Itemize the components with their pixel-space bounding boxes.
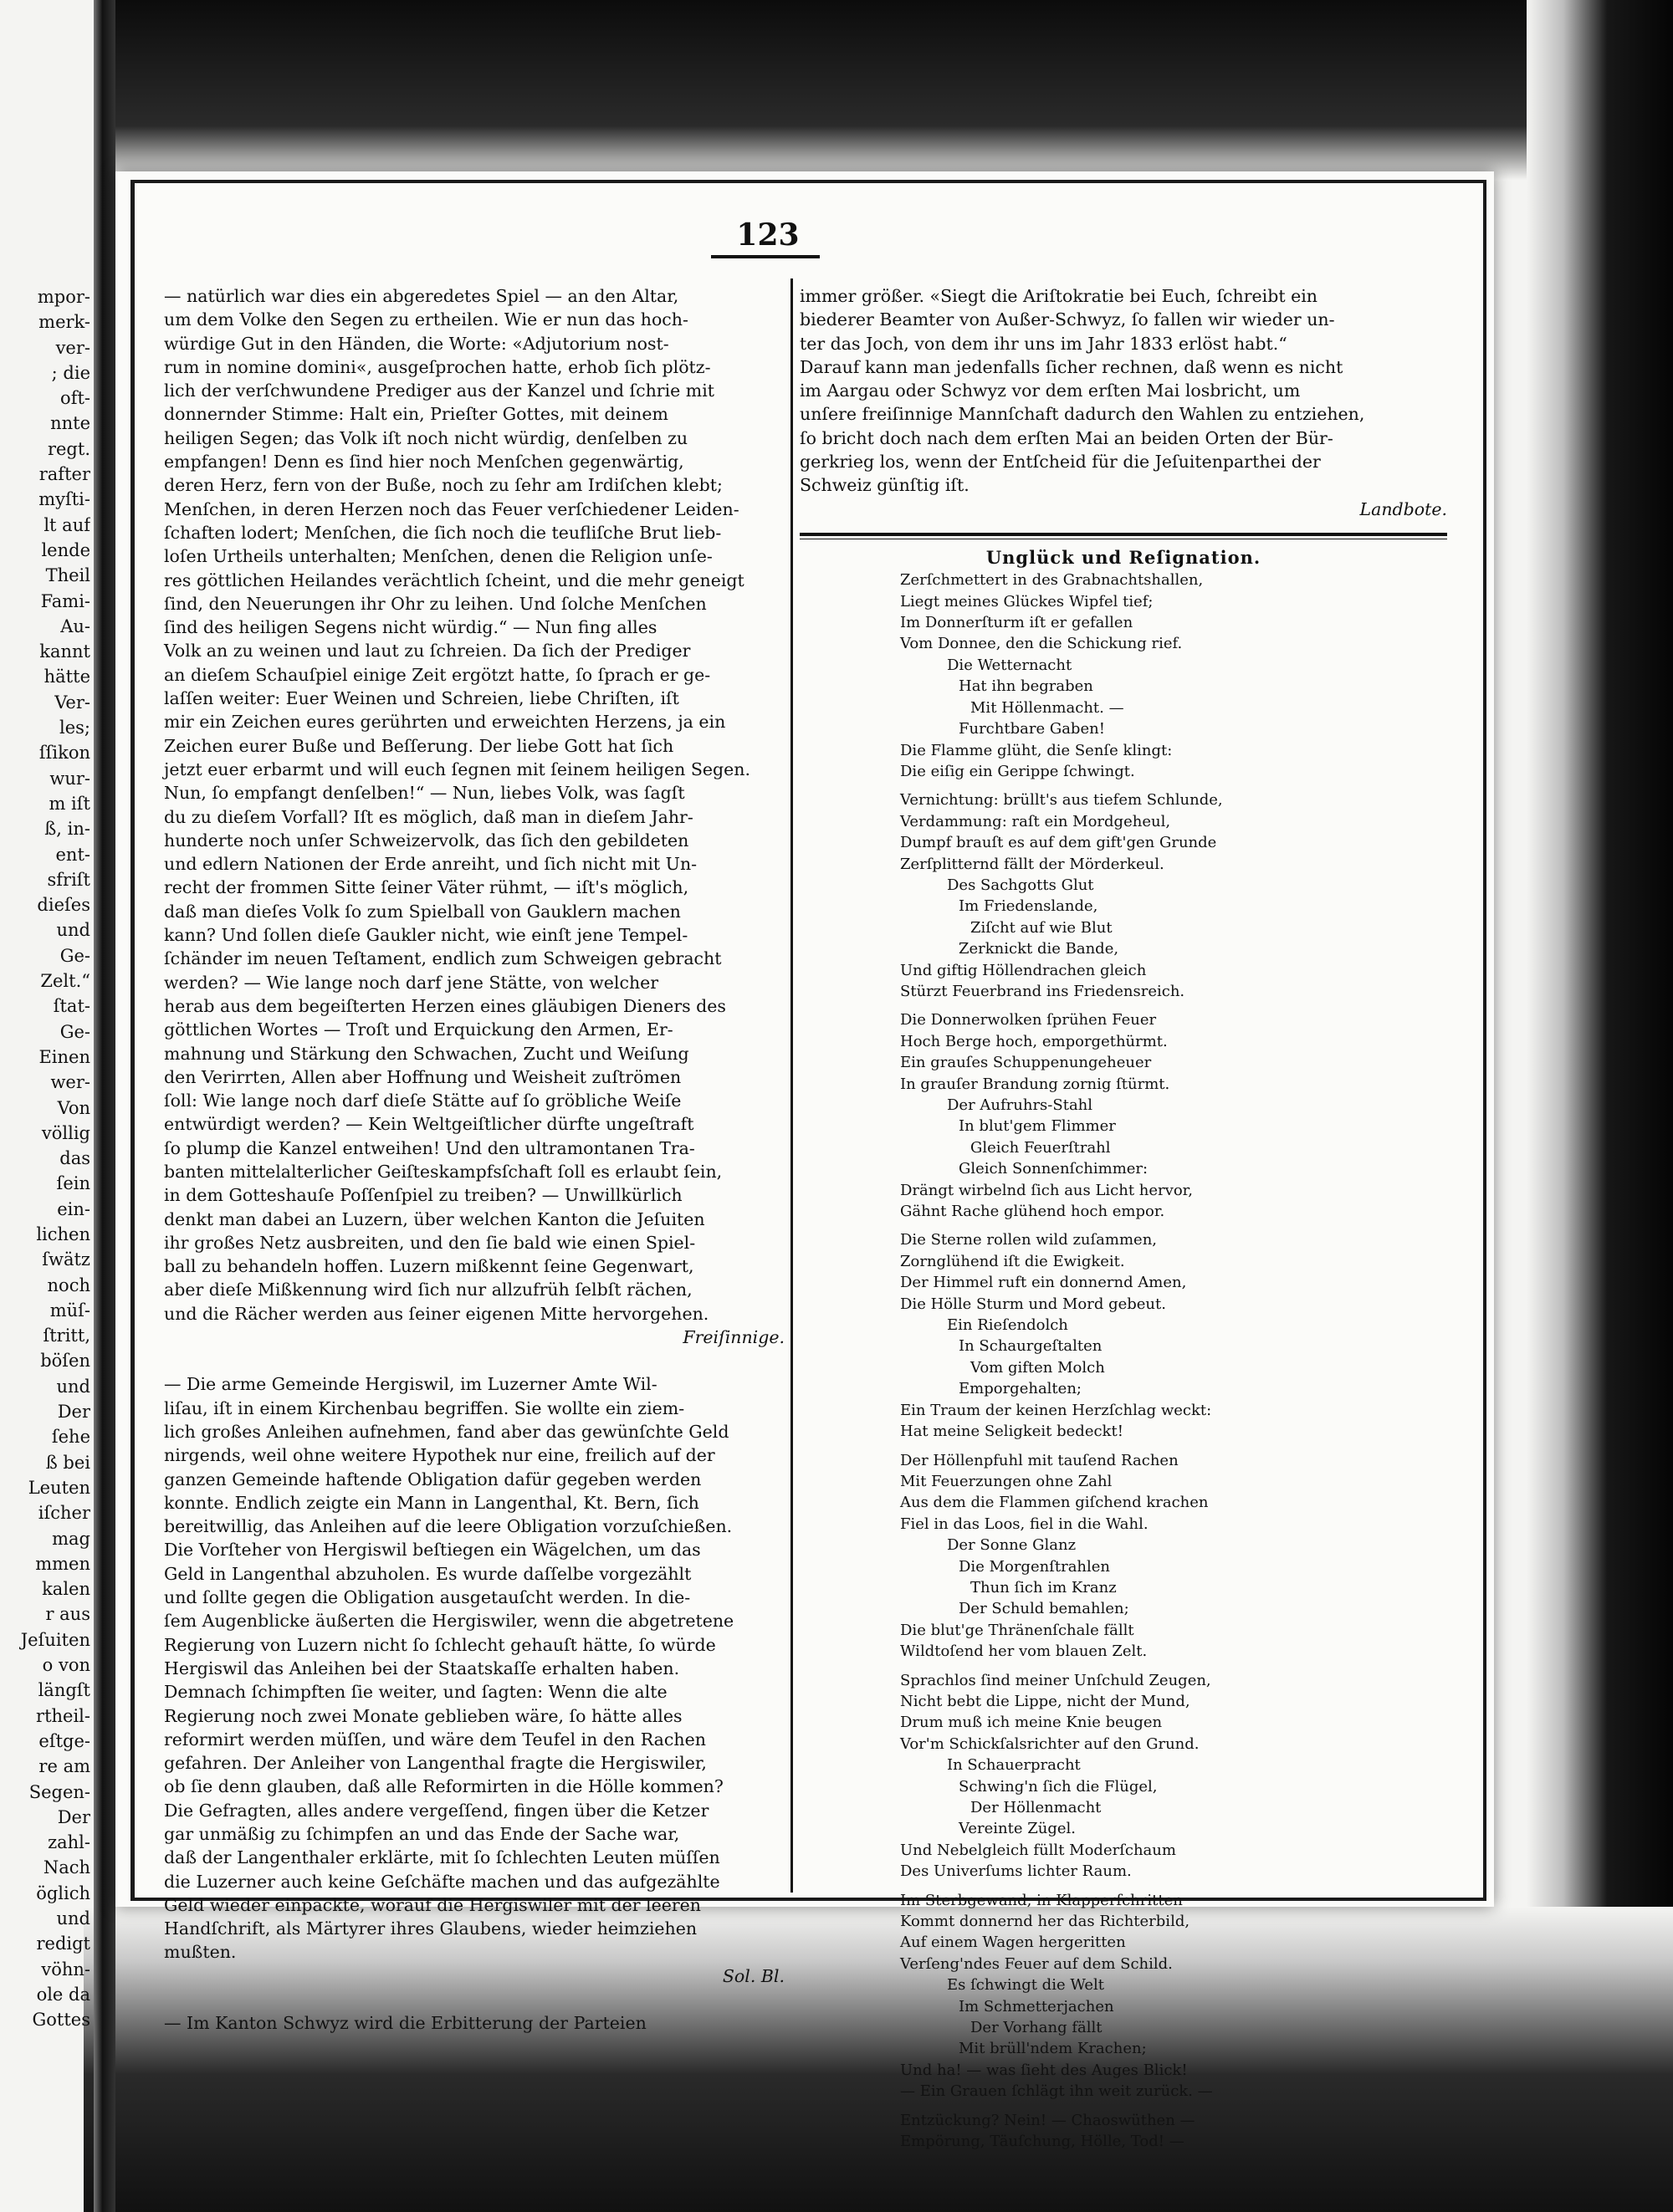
text-line: Die Vorſteher von Hergiswil beſtiegen ein Wägelchen, um das <box>164 1540 701 1561</box>
left-page-fragment: mpor- <box>37 287 90 307</box>
left-page-fragment: Ge- <box>59 945 90 966</box>
left-page-fragment: mag <box>52 1528 90 1549</box>
poem-line: Vom giften Molch <box>970 1358 1105 1377</box>
poem-line: Die blut'ge Thränenſchale fällt <box>900 1621 1134 1639</box>
left-page-fragment: zahl- <box>48 1832 90 1853</box>
text-line: ihr großes Netz ausbreiten, und den ſie bald wie einen Spiel- <box>164 1232 696 1253</box>
poem-line: Der Himmel ruft ein donnernd Amen, <box>900 1274 1187 1292</box>
text-line: gerkrieg los, wenn der Entſcheid für die Jeſuitenparthei der <box>800 452 1321 473</box>
poem-line: Ziſcht auf wie Blut <box>970 918 1113 937</box>
text-line: Geld in Langenthal abzuholen. Es wurde daſſelbe vorgezählt <box>164 1563 692 1584</box>
poem-line: Des Univerſums lichter Raum. <box>900 1862 1132 1881</box>
left-page-fragment: Einen <box>38 1046 90 1067</box>
left-page-fragment: iſcher <box>38 1503 90 1524</box>
poem-line: Ein Rieſendolch <box>947 1316 1068 1335</box>
text-line: du zu dieſem Vorfall? Iſt es möglich, daß man in dieſem Jahr- <box>164 806 693 827</box>
left-page-fragment: ſehe <box>51 1427 90 1448</box>
text-line: denkt man dabei an Luzern, über welchen Kanton die Jeſuiten <box>164 1208 705 1229</box>
poem-line: Der Höllenpfuhl mit tauſend Rachen <box>900 1451 1179 1469</box>
left-page-fragment: Gottes <box>32 2010 90 2031</box>
poem-line: Und ha! — was ſieht des Auges Blick! <box>900 2061 1188 2079</box>
text-line: deren Herz, fern von der Buße, noch zu ſehr am Irdiſchen klebt; <box>164 475 723 496</box>
scan-shadow-top <box>100 0 1673 180</box>
left-page-fragment: Fami- <box>40 590 90 611</box>
left-page-fragment: eſtge- <box>38 1730 90 1751</box>
poem-stanza <box>900 1450 1447 1663</box>
text-line: lich der verſchwundene Prediger aus der Kanzel und ſchrie mit <box>164 381 715 401</box>
poem-line: Im Schmetterjachen <box>959 1997 1114 2015</box>
text-line: — Im Kanton Schwyz wird die Erbitterung der Parteien <box>164 2013 647 2034</box>
left-page-fragment: wur- <box>49 768 90 789</box>
text-line: Die Gefragten, alles andere vergeſſend, fingen über die Ketzer <box>164 1800 709 1821</box>
left-page-fragment: les; <box>59 718 90 738</box>
newspaper-page <box>115 171 1494 2151</box>
text-line: die Luzerner auch keine Geſchäfte machen und das aufgezählte <box>164 1871 720 1892</box>
poem-line: Die eiſig ein Gerippe ſchwingt. <box>900 762 1135 780</box>
text-line: recht der frommen Sitte ſeiner Väter rühmt, — iſt's möglich, <box>164 877 689 898</box>
source-freisinnige: Freiſinnige. <box>683 1327 785 1348</box>
left-page-fragment: ole da <box>36 1984 90 2005</box>
left-page-fragment: lichen <box>36 1223 90 1244</box>
poem-line: Emporgehalten; <box>959 1380 1082 1398</box>
left-page-fragment: das <box>59 1148 90 1169</box>
left-page-fragment: lende <box>41 539 90 560</box>
left-page-fragment: und <box>56 920 90 941</box>
poem-line: Entzückung? Nein! — Chaoswüthen — <box>900 2111 1195 2129</box>
left-page-fragment: sfriſt <box>47 869 90 890</box>
text-line: heiligen Segen; das Volk iſt noch nicht würdig, denſelben zu <box>164 427 688 448</box>
left-page-fragment: Ge- <box>59 1021 90 1042</box>
poem-line: Verdammung: raſt ein Mordgeheul, <box>900 812 1171 830</box>
poem-line: Hat ihn begraben <box>959 677 1093 696</box>
column-divider <box>790 278 793 1893</box>
poem-line: Und giftig Höllendrachen gleich <box>900 961 1147 979</box>
text-line: — natürlich war dies ein abgeredetes Spiel — an den Altar, <box>164 286 679 306</box>
poem <box>900 570 1447 2152</box>
poem-line: Gleich Feuerſtrahl <box>970 1138 1111 1157</box>
text-line: reformirt werden müſſen, und wäre dem Teufel in den Rachen <box>164 1729 706 1750</box>
left-page-fragment: und <box>56 1908 90 1928</box>
text-line: bereitwillig, das Anleihen auf die leere Obligation vorzuſchießen. <box>164 1516 733 1537</box>
source-landbote: Landbote. <box>1359 498 1447 519</box>
text-line: daß der Langenthaler erklärte, mit ſo ſchlechten Leuten müſſen <box>164 1847 720 1868</box>
left-page-fragment: ver- <box>55 337 90 358</box>
text-line: ganzen Gemeinde haftende Obligation dafür gegeben werden <box>164 1469 702 1489</box>
text-line: entwürdigt werden? — Kein Weltgeiſtlicher dürfte ungeſtraft <box>164 1114 694 1135</box>
poem-line: Der Aufruhrs-Stahl <box>947 1096 1093 1115</box>
left-page-fragment: nnte <box>50 413 90 434</box>
poem-line: Der Sonne Glanz <box>947 1536 1077 1555</box>
left-page-fragment: regt. <box>47 438 90 459</box>
poem-line: Hat meine Seligkeit bedeckt! <box>900 1423 1123 1441</box>
poem-line: Die Donnerwolken ſprühen Feuer <box>900 1011 1157 1029</box>
left-page-fragment: Nach <box>43 1857 90 1878</box>
poem-line: Im Donnerſturm iſt er gefallen <box>900 614 1133 632</box>
poem-line: Wildtoſend her vom blauen Zelt. <box>900 1642 1148 1661</box>
article-hergiswil <box>164 1372 785 1964</box>
text-line: rum in nomine domini«, ausgeſprochen hatte, erhob ſich plötz- <box>164 356 711 377</box>
text-line: gefahren. Der Anleiher von Langenthal fragte die Hergiswiler, <box>164 1753 707 1774</box>
left-page-fragment: re am <box>38 1756 90 1777</box>
left-page-fragment: ß bei <box>45 1452 90 1473</box>
poem-line: Die Hölle Sturm und Mord gebeut. <box>900 1295 1166 1313</box>
text-line: ter das Joch, von dem ihr uns im Jahr 1833 erlöst habt.“ <box>800 333 1287 354</box>
text-line: an dieſem Schauſpiel einige Zeit ergötzt hatte, ſo ſprach er ge- <box>164 664 711 685</box>
poem-stanza <box>900 570 1447 782</box>
left-page-fragment: dieſes <box>37 895 90 916</box>
poem-line: Liegt meines Glückes Wipfel tief; <box>900 592 1154 610</box>
text-line: daß man dieſes Volk ſo zum Spielball von Gauklern machen <box>164 901 681 922</box>
left-page-fragment: ein- <box>57 1198 90 1219</box>
left-page-fragment: ; die <box>51 362 90 383</box>
article-jesuit-spectacle <box>164 284 785 1326</box>
poem-line: Ein grauſes Schuppenungeheuer <box>900 1054 1152 1072</box>
text-line: hunderte noch unſer Schweizervolk, das ſich den gebildeten <box>164 830 689 851</box>
text-line: Zeichen eurer Buße und Beſſerung. Der liebe Gott hat ſich <box>164 735 674 756</box>
poem-line: Furchtbare Gaben! <box>959 720 1105 738</box>
left-page-fragment: längſt <box>38 1680 90 1701</box>
left-page-fragment: Leuten <box>28 1477 90 1498</box>
text-line: Darauf kann man jedenfalls ſicher rechnen, daß wenn es nicht <box>800 356 1343 377</box>
text-line: konnte. Endlich zeigte ein Mann in Langenthal, Kt. Bern, ſich <box>164 1492 699 1513</box>
poem-line: Im Sterbgewand, in Klapperſchritten <box>900 1891 1183 1909</box>
poem-line: In Schauerpracht <box>947 1756 1081 1775</box>
text-line: Handſchrift, als Märtyrer ihres Glaubens, wieder heimziehen <box>164 1918 698 1939</box>
left-page-fragment: Zelt.“ <box>40 971 90 992</box>
text-line: ſind des heiligen Segens nicht würdig.“ — Nun fing alles <box>164 617 657 638</box>
poem-line: Mit Höllenmacht. — <box>970 698 1124 717</box>
poem-line: Vereinte Zügel. <box>959 1820 1076 1838</box>
poem-stanza <box>900 789 1447 1002</box>
poem-stanza <box>900 1670 1447 1882</box>
right-column <box>800 284 1447 2160</box>
poem-line: Kommt donnernd her das Richterbild, <box>900 1913 1190 1931</box>
left-page-fragment: rafter <box>38 464 90 485</box>
poem-line: Die Wetternacht <box>947 656 1072 674</box>
text-line: gar unmäßig zu ſchimpfen an und das Ende der Sache war, <box>164 1824 680 1844</box>
left-page-fragment: böſen <box>40 1351 90 1372</box>
poem-line: Der Höllenmacht <box>970 1799 1102 1817</box>
poem-line: Zerknickt die Bande, <box>959 940 1119 958</box>
poem-line: Thun ſich im Kranz <box>970 1578 1117 1596</box>
poem-stanza <box>900 1009 1447 1222</box>
left-page-fragment: lt auf <box>43 514 90 535</box>
poem-line: Die Flamme glüht, die Senſe klingt: <box>900 741 1173 759</box>
text-line: empfangen! Denn es ſind hier noch Menſchen gegenwärtig, <box>164 452 684 473</box>
left-page-fragment: myſti- <box>38 489 90 510</box>
left-page-fragment: müſ- <box>49 1300 90 1321</box>
text-line: loſen Urtheils unterhalten; Menſchen, denen die Religion unſe- <box>164 546 713 567</box>
left-page-fragment: kannt <box>39 641 90 662</box>
text-line: ſchänder im neuen Teſtament, endlich zum Schweigen gebracht <box>164 948 722 969</box>
poem-line: Dumpf brauſt es auf dem gift'gen Grunde <box>900 834 1217 852</box>
text-line: — Die arme Gemeinde Hergiswil, im Luzerner Amte Wil- <box>164 1374 657 1395</box>
text-line: banten mittelalterlicher Geiſteskampfsſchaft ſoll es erlaubt ſein, <box>164 1161 723 1182</box>
text-line: ſoll: Wie lange noch darf dieſe Stätte auf ſo gröbliche Weiſe <box>164 1091 682 1111</box>
left-page-fragment: Von <box>57 1097 90 1118</box>
text-line: Demnach ſchimpften ſie weiter, und ſagten: Wenn die alte <box>164 1682 668 1703</box>
poem-line: Hoch Berge hoch, emporgethürmt. <box>900 1032 1168 1050</box>
article-schwyz-continued <box>800 284 1447 498</box>
poem-line: Aus dem die Flammen giſchend krachen <box>900 1494 1209 1512</box>
left-page-fragment: rtheil- <box>36 1705 90 1726</box>
text-line: lich großes Anleihen aufnehmen, fand aber das gewünſchte Geld <box>164 1421 729 1442</box>
text-line: ball zu behandeln hoffen. Luzern mißkennt ſeine Gegenwart, <box>164 1256 694 1277</box>
text-line: Nun, ſo empfangt denſelben!“ — Nun, liebes Volk, was ſagſt <box>164 783 685 804</box>
poem-line: Gähnt Rache glühend hoch empor. <box>900 1203 1165 1221</box>
text-line: Hergiswil das Anleihen bei der Staatskaſſe erhalten haben. <box>164 1658 680 1678</box>
poem-line: — Ein Grauen ſchlägt ihn weit zurück. — <box>900 2082 1213 2101</box>
page-number-rule <box>711 255 820 258</box>
text-line: Schweiz günſtig iſt. <box>800 475 970 496</box>
text-line: göttlichen Wortes — Troſt und Erquickung den Armen, Er- <box>164 1019 673 1040</box>
left-page-fragment: ſſikon <box>38 743 90 764</box>
page-number: 123 <box>736 217 800 253</box>
poem-line: In Schaurgeſtalten <box>959 1337 1103 1356</box>
text-line: und ſollte gegen die Obligation ausgetauſcht werden. In die- <box>164 1587 691 1608</box>
poem-line: Nicht bebt die Lippe, nicht der Mund, <box>900 1692 1190 1710</box>
text-line: laſſen weiter: Euer Weinen und Schreien, liebe Chriſten, iſt <box>164 688 679 709</box>
left-page-fragment: völlig <box>41 1122 90 1143</box>
article-schwyz-start <box>164 2011 785 2035</box>
text-line: unſere freiſinnige Mannſchaft dadurch den Wahlen zu entziehen, <box>800 404 1365 425</box>
text-line: mahnung und Stärkung den Schwachen, Zucht und Weiſung <box>164 1043 689 1064</box>
poem-line: Der Schuld bemahlen; <box>959 1600 1129 1618</box>
text-line: mußten. <box>164 1942 237 1963</box>
text-line: Volk an zu weinen und laut zu ſchreien. Da ſich der Prediger <box>164 641 691 662</box>
text-line: im Aargau oder Schwyz vor dem erſten Mai losbricht, um <box>800 381 1301 401</box>
left-page-fragment: und <box>56 1376 90 1397</box>
text-line: herab aus dem begeiſterten Herzen eines gläubigen Dieners des <box>164 995 726 1016</box>
left-page-fragment: Jeſuiten <box>20 1629 90 1650</box>
text-line: biederer Beamter von Außer-Schwyz, ſo fallen wir wieder un- <box>800 309 1335 330</box>
left-page-fragment: ſtritt, <box>43 1326 90 1346</box>
text-line: ſem Augenblicke äußerten die Hergiswiler, wenn die abgetretene <box>164 1611 734 1632</box>
left-page-fragment: öglich <box>36 1882 90 1903</box>
poem-line: Und Nebelgleich füllt Moderſchaum <box>900 1841 1176 1859</box>
text-line: Menſchen, in deren Herzen noch das Feuer verſchiedener Leiden- <box>164 498 739 519</box>
text-line: immer größer. «Siegt die Ariſtokratie bei Euch, ſchreibt ein <box>800 286 1317 306</box>
left-page-fragments <box>0 284 90 2032</box>
poem-line: Drängt wirbelnd ſich aus Licht hervor, <box>900 1181 1194 1199</box>
source-sol-bl: Sol. Bl. <box>722 1965 785 1986</box>
poem-stanza <box>900 1890 1447 2102</box>
poem-line: Die Morgenſtrahlen <box>959 1557 1111 1576</box>
left-page-fragment: hätte <box>43 667 90 687</box>
poem-line: In grauſer Brandung zornig ſtürmt. <box>900 1075 1170 1093</box>
poem-line: Des Sachgotts Glut <box>947 876 1094 894</box>
left-page-fragment: noch <box>47 1275 90 1295</box>
poem-line: Verſeng'ndes Feuer auf dem Schild. <box>900 1954 1173 1973</box>
poem-line: Drum muß ich meine Knie beugen <box>900 1714 1163 1732</box>
poem-line: Mit brüll'ndem Krachen; <box>959 2040 1147 2058</box>
poem-line: Zerſchmettert in des Grabnachtshallen, <box>900 571 1204 590</box>
left-page-fragment: r aus <box>45 1604 90 1625</box>
book-gutter <box>94 0 115 2212</box>
text-line: werden? — Wie lange noch darf jene Stätte, von welcher <box>164 972 659 993</box>
left-page-fragment: ent- <box>55 844 90 865</box>
text-line: den Verirrten, Allen aber Hoffnung und Weisheit zuſtrömen <box>164 1066 682 1087</box>
text-line: ſchaften lodert; Menſchen, die ſich noch die teufliſche Brut lieb- <box>164 522 722 543</box>
poem-line: Vom Donnee, den die Schickung rief. <box>900 635 1183 653</box>
poem-line: Es ſchwingt die Welt <box>947 1976 1104 1995</box>
poem-line: Fiel in das Loos, fiel in die Wahl. <box>900 1515 1149 1533</box>
poem-line: Die Sterne rollen wild zuſammen, <box>900 1231 1158 1249</box>
text-line: res göttlichen Heilandes verächtlich ſcheint, und die mehr geneigt <box>164 570 744 590</box>
text-line: donnernder Stimme: Halt ein, Prieſter Gottes, mit deinem <box>164 404 668 425</box>
text-line: Regierung von Luzern nicht ſo ſchlecht gehauſt hätte, ſo würde <box>164 1634 716 1655</box>
text-line: ſind, den Neuerungen ihr Ohr zu leihen. Und ſolche Menſchen <box>164 593 707 614</box>
poem-line: In blut'gem Flimmer <box>959 1117 1116 1136</box>
left-page-fragment: Theil <box>45 565 90 586</box>
text-line: ſo plump die Kanzel entweihen! Und den ultramontanen Tra- <box>164 1137 695 1158</box>
left-page-fragment: ſein <box>56 1173 90 1194</box>
section-rule <box>800 533 1447 539</box>
left-page-fragment: ſwätz <box>42 1249 90 1270</box>
left-page-fragment: Der <box>57 1806 90 1827</box>
text-line: ob ſie denn glauben, daß alle Reformirten in die Hölle kommen? <box>164 1776 724 1797</box>
text-line: um dem Volke den Segen zu ertheilen. Wie er nun das hoch- <box>164 309 688 330</box>
poem-line: Empörung, Täuſchung, Hölle, Tod! — <box>900 2133 1184 2151</box>
poem-stanza <box>900 2110 1447 2153</box>
left-page-fragment: redigt <box>36 1934 90 1954</box>
text-line: aber dieſe Mißkennung wird ſich nur allzufrüh ſelbſt rächen, <box>164 1280 693 1300</box>
left-page-fragment: Der <box>57 1402 90 1423</box>
poem-stanza <box>900 1229 1447 1442</box>
text-line: Regierung noch zwei Monate geblieben wäre, ſo hätte alles <box>164 1705 683 1726</box>
poem-line: Stürzt Feuerbrand ins Friedensreich. <box>900 982 1185 1000</box>
poem-line: Sprachlos ſind meiner Unſchuld Zeugen, <box>900 1671 1211 1689</box>
text-line: in dem Gotteshauſe Poſſenſpiel zu treiben? — Unwillkürlich <box>164 1185 683 1206</box>
text-line: und die Rächer werden aus ſeiner eigenen Mitte hervorgehen. <box>164 1303 709 1324</box>
text-line: und edlern Nationen der Erde anreiht, und ſich nicht mit Un- <box>164 854 698 875</box>
text-line: jetzt euer erbarmt und will euch ſegnen mit ſeinem heiligen Segen. <box>164 759 750 779</box>
left-column <box>164 284 785 2035</box>
text-line: kann? Und ſollen dieſe Gaukler nicht, wie einſt jene Tempel- <box>164 925 688 946</box>
poem-line: Der Vorhang fällt <box>970 2019 1103 2037</box>
left-page-fragment: merk- <box>38 312 90 333</box>
text-line: mir ein Zeichen eures gerührten und erweichten Herzens, ja ein <box>164 712 726 733</box>
left-page-fragment: Ver- <box>54 692 90 713</box>
poem-line: Auf einem Wagen hergeritten <box>900 1934 1126 1952</box>
poem-line: Im Friedenslande, <box>959 897 1098 916</box>
left-page-fragment: Segen- <box>28 1781 90 1802</box>
poem-line: Ein Traum der keinen Herzſchlag weckt: <box>900 1401 1212 1419</box>
left-page-fragment: vöhn- <box>41 1959 90 1980</box>
text-line: liſau, iſt in einem Kirchenbau begriffen. Sie wollte ein ziem- <box>164 1397 685 1418</box>
left-page-fragment: Au- <box>60 616 90 636</box>
left-page-fragment: mmen <box>35 1553 90 1574</box>
poem-line: Vernichtung: brüllt's aus tiefem Schlunde, <box>900 791 1223 810</box>
poem-line: Vor'm Schickſalsrichter auf den Grund. <box>900 1734 1200 1753</box>
text-line: Geld wieder einpackte, worauf die Hergiswiler mit der leeren <box>164 1894 701 1915</box>
poem-line: Schwing'n ſich die Flügel, <box>959 1777 1158 1796</box>
left-page-fragment: m iſt <box>49 793 90 814</box>
left-page-fragment: ſtat- <box>53 996 90 1017</box>
left-page-fragment: o von <box>42 1655 90 1676</box>
text-line: nirgends, weil ohne weitere Hypothek nur eine, freilich auf der <box>164 1445 715 1466</box>
poem-line: Zerſplitternd fällt der Mörderkeul. <box>900 855 1164 873</box>
scan-shadow-right <box>1527 0 1673 2212</box>
poem-line: Mit Feuerzungen ohne Zahl <box>900 1472 1113 1490</box>
text-line: ſo bricht doch nach dem erſten Mai an beiden Orten der Bür- <box>800 427 1333 448</box>
left-page-fragment: wer- <box>50 1072 90 1093</box>
left-page-fragment: oft- <box>60 388 90 409</box>
left-page-fragment: kalen <box>42 1579 90 1600</box>
left-page-fragment: ß, in- <box>44 819 90 840</box>
poem-title: Unglück und Reſignation. <box>985 546 1261 568</box>
poem-line: Gleich Sonnenſchimmer: <box>959 1160 1149 1178</box>
text-line: würdige Gut in den Händen, die Worte: «Adjutorium nost- <box>164 333 669 354</box>
poem-line: Zornglühend iſt die Ewigkeit. <box>900 1252 1125 1270</box>
